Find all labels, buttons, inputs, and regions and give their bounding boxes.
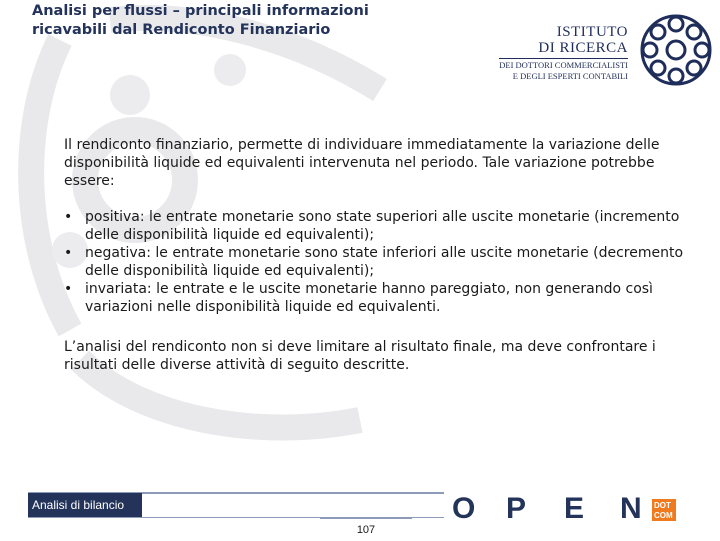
bullet-icon: •	[64, 209, 73, 225]
open-logo	[444, 487, 684, 523]
slide-title: Analisi per flussi – principali informazioni ricavabili dal Rendiconto Finanziario	[32, 3, 369, 38]
open-letter-o: O	[452, 492, 476, 523]
footer-label: Analisi di bilancio	[28, 493, 142, 517]
logo-wordmark	[499, 24, 628, 81]
bullet-text: invariata: le entrate e le uscite monetarie hanno pareggiato, non generando così variazioni nelle disponibilità liquide ed equivalenti.	[85, 281, 653, 315]
list-item	[64, 244, 684, 280]
logo-line-1: ISTITUTO	[556, 24, 628, 40]
open-letter-e: E	[564, 492, 585, 523]
bullet-text: negativa: le entrate monetarie sono state inferiori alle uscite monetarie (decremento delle disponibilità liquide ed equivalenti);	[85, 245, 684, 279]
conclusion-paragraph: L’analisi del rendiconto non si deve limitare al risultato finale, ma deve confrontare i risultati delle diverse attività di seguito descritte.	[64, 339, 656, 373]
intro-paragraph: Il rendiconto finanziario, permette di individuare immediatamente la variazione delle disponibilità liquide ed equivalenti intervenuta nel periodo. Tale variazione potrebbe essere:	[64, 137, 660, 189]
open-letter-n: N	[620, 492, 642, 523]
emblem-icon	[636, 10, 716, 90]
logo-line-3: DEI DOTTORI COMMERCIALISTI	[499, 60, 628, 70]
istituto-logo	[498, 6, 720, 96]
slide-body	[64, 136, 684, 374]
bullet-icon: •	[64, 281, 73, 297]
badge-line-2: COM	[654, 511, 673, 520]
page-number: 107	[320, 518, 412, 541]
logo-line-2: DI RICERCA	[538, 40, 628, 56]
bullet-text: positiva: le entrate monetarie sono state superiori alle uscite monetarie (incremento delle disponibilità liquide ed equivalenti);	[85, 209, 680, 243]
list-item	[64, 208, 684, 244]
list-item	[64, 280, 684, 316]
bullet-icon: •	[64, 245, 73, 261]
footer-divider	[142, 493, 472, 494]
bullet-list	[64, 208, 684, 316]
logo-line-4: E DEGLI ESPERTI CONTABILI	[512, 71, 628, 81]
badge-line-1: DOT	[654, 501, 671, 510]
open-letter-p: P	[506, 492, 527, 523]
